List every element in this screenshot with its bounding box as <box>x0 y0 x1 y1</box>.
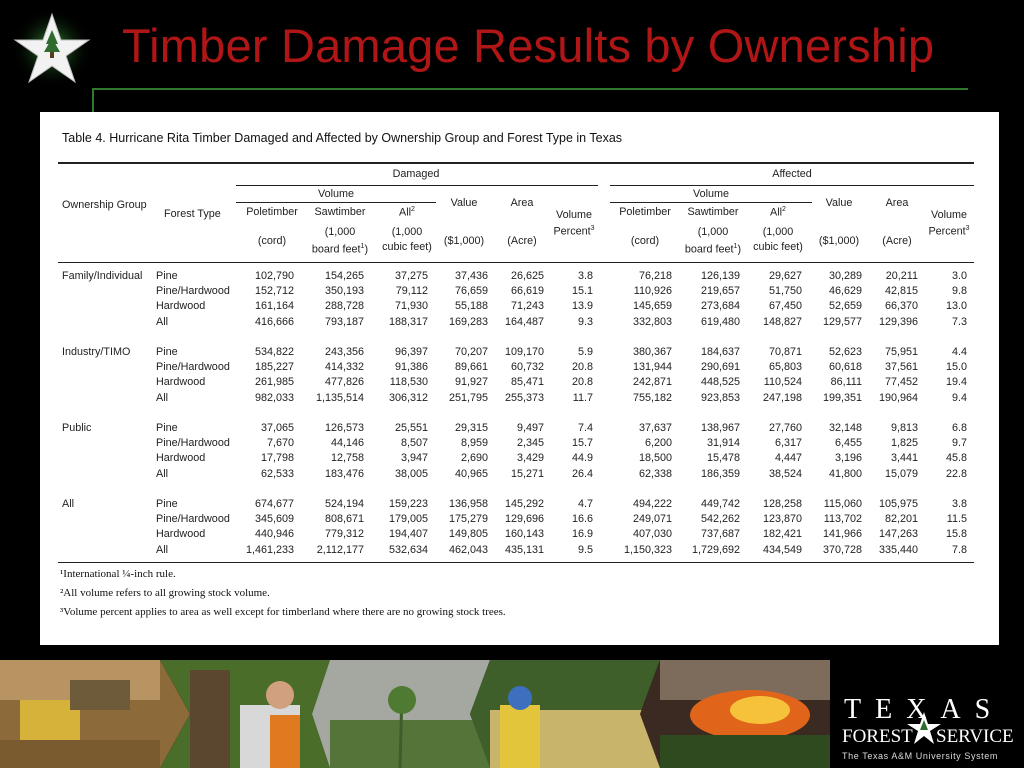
table-cell: 60,618 <box>828 361 862 374</box>
table-cell: 4.7 <box>577 498 593 510</box>
table-cell: 3.8 <box>577 270 593 282</box>
forest-type-label: Hardwood <box>156 528 206 541</box>
table-cell: 91,927 <box>454 376 488 389</box>
table-cell: 152,712 <box>254 285 294 298</box>
unit-cubic-2-affected: cubic feet) <box>753 241 803 253</box>
table-cell: 2,112,177 <box>316 543 364 556</box>
table-cell: 1,150,323 <box>623 543 672 556</box>
table-cell: 13.0 <box>945 300 967 313</box>
table-cell: 199,351 <box>822 391 862 404</box>
table-cell: 45.8 <box>945 452 967 465</box>
table-cell: 179,005 <box>388 513 428 526</box>
table-cell: 3,947 <box>400 452 428 465</box>
rule-affected <box>610 185 974 186</box>
table-cell: 1,461,233 <box>245 543 294 556</box>
ownership-group-label: All <box>62 498 74 510</box>
table-cell: 5.9 <box>577 346 593 358</box>
table-cell: 38,524 <box>768 467 802 480</box>
table-cell: 19.4 <box>945 376 967 389</box>
table-cell: 737,687 <box>700 528 740 541</box>
table-cell: 110,926 <box>633 285 672 298</box>
table-cell: 40,965 <box>454 467 488 480</box>
table-cell: 15.8 <box>945 528 967 541</box>
table-cell: 494,222 <box>632 498 672 510</box>
table-cell: 105,975 <box>878 498 918 510</box>
table-cell: 779,312 <box>324 528 364 541</box>
table-cell: 619,480 <box>700 315 740 328</box>
table-cell: 46,629 <box>828 285 862 298</box>
unit-board-2-affected: board feet$^1$) <box>684 243 742 256</box>
header-affected: Affected <box>772 168 812 180</box>
tfs-texas-word: TEXAS <box>844 694 1005 725</box>
table-cell: 9,497 <box>516 422 544 434</box>
table-cell: 15.1 <box>571 285 593 298</box>
table-cell: 148,827 <box>762 315 802 328</box>
table-cell: 44.9 <box>571 452 593 465</box>
table-cell: 37,275 <box>394 270 428 282</box>
table-cell: 147,263 <box>878 528 918 541</box>
table-cell: 8,959 <box>460 437 488 450</box>
table-cell: 30,289 <box>828 270 862 282</box>
table-cell: 26.4 <box>571 467 593 480</box>
table-cell: 449,742 <box>700 498 740 510</box>
forest-type-label: Pine <box>156 346 178 358</box>
table-cell: 110,524 <box>763 376 802 389</box>
table-cell: 37,561 <box>884 361 918 374</box>
table-cell: 126,139 <box>700 270 740 282</box>
col-sawtimber-affected: Sawtimber <box>687 206 739 218</box>
forest-type-label: Hardwood <box>156 376 206 389</box>
unit-value-damaged: ($1,000) <box>443 235 485 247</box>
forest-type-label: All <box>156 315 168 328</box>
table-cell: 29,315 <box>454 422 488 434</box>
table-cell: 793,187 <box>324 315 364 328</box>
forest-type-label: Pine/Hardwood <box>156 437 230 450</box>
table-cell: 129,577 <box>822 315 862 328</box>
table-cell: 42,815 <box>884 285 918 298</box>
footnote-1: ¹International ¼-inch rule. <box>60 568 176 580</box>
col-sawtimber-damaged: Sawtimber <box>314 206 366 218</box>
table-cell: 52,659 <box>828 300 862 313</box>
table-cell: 1,135,514 <box>315 391 364 404</box>
table-cell: 9.5 <box>577 543 593 556</box>
tfs-service-word: SERVICE <box>936 726 1014 747</box>
ownership-group-label: Family/Individual <box>62 270 143 282</box>
table-cell: 9.8 <box>951 285 967 298</box>
table-cell: 169,283 <box>448 315 488 328</box>
table-cell: 3.0 <box>951 270 967 282</box>
table-cell: 128,258 <box>762 498 802 510</box>
table-cell: 161,164 <box>254 300 294 313</box>
table-cell: 27,760 <box>768 422 802 434</box>
table-cell: 273,684 <box>700 300 740 313</box>
unit-cord-damaged: (cord) <box>257 235 287 247</box>
table-cell: 52,623 <box>828 346 862 358</box>
table-cell: 288,728 <box>324 300 364 313</box>
table-cell: 370,728 <box>822 543 862 556</box>
table-cell: 129,396 <box>878 315 918 328</box>
table-cell: 380,367 <box>632 346 672 358</box>
photo-strip <box>0 660 830 768</box>
col-poletimber-affected: Poletimber <box>619 206 671 218</box>
table-cell: 6,455 <box>834 437 862 450</box>
table-cell: 414,332 <box>324 361 364 374</box>
table-cell: 532,634 <box>388 543 428 556</box>
table-cell: 131,944 <box>632 361 672 374</box>
table-cell: 7.3 <box>951 315 967 328</box>
col-all-damaged: All$^2$ <box>399 206 415 219</box>
table-cell: 175,279 <box>448 513 488 526</box>
table-cell: 3,429 <box>516 452 544 465</box>
unit-value-affected: ($1,000) <box>818 235 860 247</box>
ownership-group-label: Public <box>62 422 92 434</box>
table-cell: 182,421 <box>762 528 802 541</box>
photo-seedling <box>312 660 490 768</box>
table-cell: 183,476 <box>324 467 364 480</box>
table-cell: 20.8 <box>571 376 593 389</box>
table-cell: 477,826 <box>324 376 364 389</box>
header-bottom-rule <box>58 262 974 263</box>
unit-cubic-2-damaged: cubic feet) <box>382 241 432 253</box>
unit-acre-damaged: (Acre) <box>507 235 537 247</box>
table-cell: 755,182 <box>632 391 672 404</box>
table-cell: 96,397 <box>394 346 428 358</box>
table-cell: 448,525 <box>700 376 740 389</box>
rule-damaged <box>236 185 598 186</box>
table-cell: 9.3 <box>577 315 593 328</box>
table-cell: 534,822 <box>254 346 294 358</box>
table-cell: 242,871 <box>632 376 672 389</box>
table-cell: 138,967 <box>700 422 740 434</box>
col-all-affected: All$^2$ <box>770 206 786 219</box>
ownership-group-label: Industry/TIMO <box>62 346 131 358</box>
table-cell: 335,440 <box>878 543 918 556</box>
table-cell: 3,196 <box>834 452 862 465</box>
table-cell: 9,813 <box>890 422 918 434</box>
table-cell: 82,201 <box>884 513 918 526</box>
table-panel <box>40 112 999 645</box>
table-cell: 141,966 <box>822 528 862 541</box>
table-cell: 4.4 <box>951 346 967 358</box>
table-cell: 3.8 <box>951 498 967 510</box>
table-cell: 136,958 <box>448 498 488 510</box>
table-cell: 2,345 <box>516 437 544 450</box>
table-cell: 13.9 <box>571 300 593 313</box>
forest-type-label: Pine <box>156 422 178 434</box>
table-cell: 118,530 <box>389 376 428 389</box>
star-logo <box>10 8 94 88</box>
table-cell: 71,930 <box>394 300 428 313</box>
table-cell: 416,666 <box>254 315 294 328</box>
table-cell: 8,507 <box>400 437 428 450</box>
table-cell: 674,677 <box>254 498 294 510</box>
table-cell: 1,729,692 <box>691 543 740 556</box>
table-cell: 160,143 <box>504 528 544 541</box>
col-volpct-b-damaged: Percent$^3$ <box>553 225 595 238</box>
header-volume-damaged: Volume <box>317 188 354 200</box>
photo-wildfire <box>640 660 830 768</box>
table-cell: 186,359 <box>700 467 740 480</box>
table-cell: 37,065 <box>260 422 294 434</box>
table-cell: 26,625 <box>510 270 544 282</box>
table-cell: 20,211 <box>885 270 918 282</box>
unit-cord-affected: (cord) <box>630 235 660 247</box>
header-ownership-group: Ownership Group <box>62 199 147 211</box>
table-cell: 407,030 <box>632 528 672 541</box>
table-cell: 2,690 <box>460 452 488 465</box>
footnote-2: ²All volume refers to all growing stock volume. <box>60 587 270 599</box>
table-cell: 290,691 <box>700 361 740 374</box>
table-cell: 9.7 <box>951 437 967 450</box>
table-cell: 44,146 <box>330 437 364 450</box>
table-cell: 440,946 <box>254 528 294 541</box>
table-cell: 249,071 <box>632 513 672 526</box>
table-cell: 9.4 <box>951 391 967 404</box>
forest-type-label: Pine/Hardwood <box>156 285 230 298</box>
table-cell: 115,060 <box>823 498 862 510</box>
table-cell: 145,659 <box>632 300 672 313</box>
header-forest-type: Forest Type <box>164 208 221 220</box>
table-cell: 15.0 <box>945 361 967 374</box>
table-cell: 188,317 <box>388 315 428 328</box>
table-cell: 1,825 <box>890 437 918 450</box>
table-cell: 15.7 <box>571 437 593 450</box>
title-underline-tick <box>92 88 94 112</box>
unit-cubic-1-damaged: (1,000 <box>391 226 423 238</box>
header-volume-affected: Volume <box>692 188 729 200</box>
table-cell: 4,447 <box>774 452 802 465</box>
table-cell: 7,670 <box>266 437 294 450</box>
unit-board-1-damaged: (1,000 <box>324 226 356 238</box>
table-cell: 62,338 <box>638 467 672 480</box>
table-cell: 22.8 <box>945 467 967 480</box>
table-cell: 190,964 <box>878 391 918 404</box>
table-cell: 194,407 <box>388 528 428 541</box>
table-cell: 38,005 <box>394 467 428 480</box>
table-cell: 462,043 <box>448 543 488 556</box>
table-cell: 129,696 <box>504 513 544 526</box>
photo-firefighter <box>470 660 660 768</box>
table-cell: 16.9 <box>571 528 593 541</box>
table-cell: 808,671 <box>324 513 364 526</box>
table-cell: 185,227 <box>254 361 294 374</box>
unit-board-2-damaged: board feet$^1$) <box>311 243 369 256</box>
table-caption: Table 4. Hurricane Rita Timber Damaged and Affected by Ownership Group and Forest Type in Texas <box>62 131 623 145</box>
table-cell: 154,265 <box>324 270 364 282</box>
table-cell: 7.4 <box>577 422 593 434</box>
table-cell: 6,317 <box>774 437 802 450</box>
table-cell: 255,373 <box>504 391 544 404</box>
table-cell: 15,271 <box>510 467 544 480</box>
forest-type-label: Pine <box>156 270 178 282</box>
photo-machinery <box>0 660 190 768</box>
table-cell: 91,386 <box>394 361 428 374</box>
table-cell: 86,111 <box>830 376 862 389</box>
table-cell: 102,790 <box>254 270 294 282</box>
table-cell: 16.6 <box>571 513 593 526</box>
forest-type-label: Pine/Hardwood <box>156 513 230 526</box>
forest-type-label: All <box>156 391 168 404</box>
table-cell: 923,853 <box>700 391 740 404</box>
table-cell: 55,188 <box>454 300 488 313</box>
table-cell: 306,312 <box>388 391 428 404</box>
table-cell: 149,805 <box>448 528 488 541</box>
unit-cubic-1-affected: (1,000 <box>762 226 794 238</box>
header-damaged: Damaged <box>392 168 440 180</box>
table-top-rule <box>58 162 974 164</box>
table-cell: 41,800 <box>828 467 862 480</box>
table-cell: 20.8 <box>571 361 593 374</box>
table-cell: 11.7 <box>572 391 593 404</box>
table-cell: 77,452 <box>884 376 918 389</box>
forest-type-label: Pine/Hardwood <box>156 361 230 374</box>
table-cell: 243,356 <box>324 346 364 358</box>
table-cell: 159,223 <box>388 498 428 510</box>
table-cell: 7.8 <box>951 543 967 556</box>
col-area-affected: Area <box>885 197 909 209</box>
tfs-subtitle: The Texas A&M University System <box>842 751 998 761</box>
table-cell: 89,661 <box>454 361 488 374</box>
forest-type-label: Hardwood <box>156 452 206 465</box>
title-underline <box>92 88 968 90</box>
table-cell: 261,985 <box>254 376 294 389</box>
table-cell: 67,450 <box>768 300 802 313</box>
col-area-damaged: Area <box>510 197 534 209</box>
table-cell: 85,471 <box>510 376 544 389</box>
table-cell: 70,207 <box>454 346 488 358</box>
table-cell: 219,657 <box>700 285 740 298</box>
table-cell: 37,436 <box>454 270 488 282</box>
table-cell: 70,871 <box>768 346 802 358</box>
table-cell: 62,533 <box>260 467 294 480</box>
table-cell: 145,292 <box>504 498 544 510</box>
slide-title: Timber Damage Results by Ownership <box>122 19 935 72</box>
table-cell: 31,914 <box>706 437 740 450</box>
table-cell: 32,148 <box>828 422 862 434</box>
table-cell: 25,551 <box>394 422 428 434</box>
table-cell: 12,758 <box>330 452 364 465</box>
table-cell: 71,243 <box>510 300 544 313</box>
tfs-forest-word: FOREST <box>842 726 913 747</box>
table-cell: 332,803 <box>632 315 672 328</box>
table-cell: 15,478 <box>706 452 740 465</box>
col-volpct-b-affected: Percent$^3$ <box>928 225 970 238</box>
table-cell: 113,702 <box>823 513 862 526</box>
table-cell: 123,870 <box>762 513 802 526</box>
forest-type-label: All <box>156 543 168 556</box>
table-cell: 345,609 <box>254 513 294 526</box>
col-poletimber-damaged: Poletimber <box>246 206 298 218</box>
col-volpct-a-affected: Volume <box>930 209 967 221</box>
footnote-3: ³Volume percent applies to area as well except for timberland where there are no growing stock trees. <box>60 606 506 618</box>
table-cell: 37,637 <box>638 422 672 434</box>
col-value-damaged: Value <box>450 197 478 209</box>
table-cell: 76,659 <box>454 285 488 298</box>
table-cell: 6.8 <box>951 422 967 434</box>
table-cell: 29,627 <box>768 270 802 282</box>
forest-type-label: All <box>156 467 168 480</box>
table-bottom-rule <box>58 562 974 563</box>
col-value-affected: Value <box>825 197 853 209</box>
table-cell: 251,795 <box>448 391 488 404</box>
table-cell: 17,798 <box>260 452 294 465</box>
table-cell: 79,112 <box>395 285 428 298</box>
table-cell: 350,193 <box>324 285 364 298</box>
table-cell: 435,131 <box>504 543 544 556</box>
table-cell: 60,732 <box>510 361 544 374</box>
col-volpct-a-damaged: Volume <box>555 209 592 221</box>
table-cell: 164,487 <box>504 315 544 328</box>
unit-acre-affected: (Acre) <box>882 235 912 247</box>
table-cell: 542,262 <box>700 513 740 526</box>
table-cell: 65,803 <box>768 361 802 374</box>
table-cell: 126,573 <box>324 422 364 434</box>
table-cell: 66,370 <box>884 300 918 313</box>
forest-type-label: Hardwood <box>156 300 206 313</box>
table-cell: 184,637 <box>700 346 740 358</box>
table-cell: 434,549 <box>762 543 802 556</box>
table-cell: 3,441 <box>890 452 918 465</box>
unit-board-1-affected: (1,000 <box>697 226 729 238</box>
table-cell: 75,951 <box>884 346 918 358</box>
table-cell: 51,750 <box>768 285 802 298</box>
forest-type-label: Pine <box>156 498 178 510</box>
table-cell: 66,619 <box>510 285 544 298</box>
table-cell: 982,033 <box>254 391 294 404</box>
table-cell: 524,194 <box>324 498 364 510</box>
table-cell: 109,170 <box>504 346 544 358</box>
table-cell: 15,079 <box>884 467 918 480</box>
table-cell: 76,218 <box>638 270 672 282</box>
table-cell: 18,500 <box>638 452 672 465</box>
table-cell: 6,200 <box>644 437 672 450</box>
table-cell: 247,198 <box>762 391 802 404</box>
table-cell: 11.5 <box>946 513 967 526</box>
